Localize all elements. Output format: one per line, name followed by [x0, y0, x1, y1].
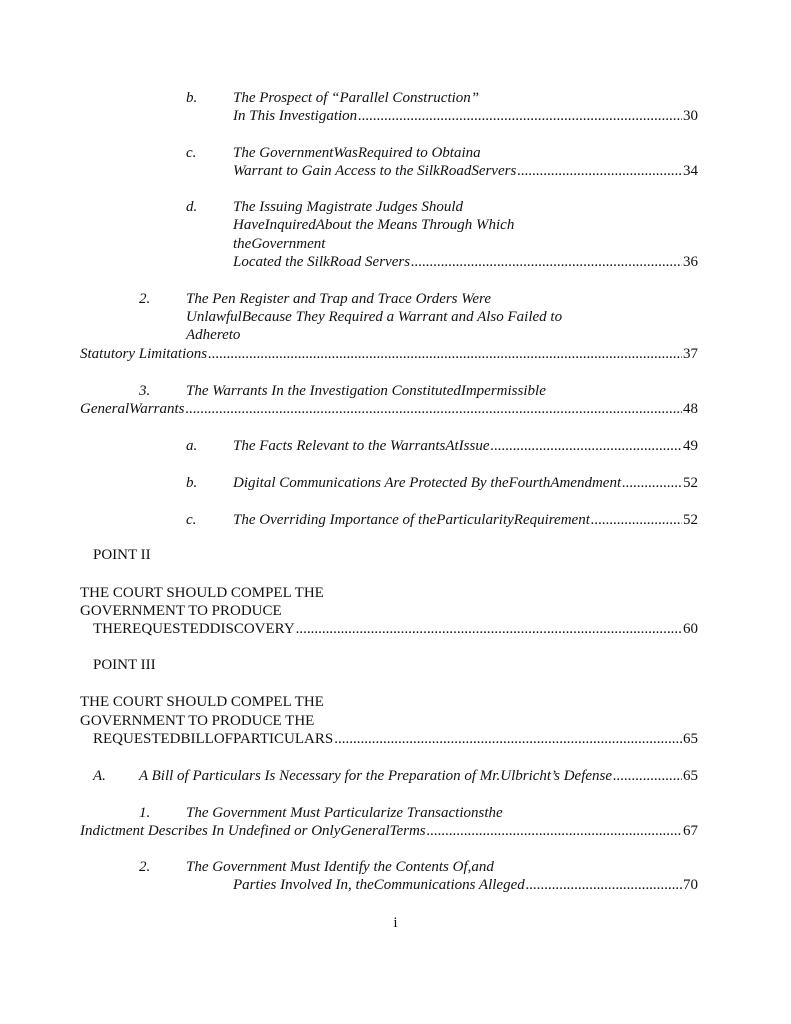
dot-leader: [613, 767, 682, 785]
toc-entry-title: The Government Must Identify the Contents Of,and: [186, 859, 494, 875]
toc-label: c.: [186, 145, 197, 161]
dot-leader: [427, 822, 682, 840]
dot-leader: [334, 730, 682, 748]
page-number: 52: [683, 512, 698, 528]
toc-entry-title: The Prospect of “Parallel Construction”: [233, 90, 480, 106]
toc-label: A.: [93, 768, 106, 784]
point-title: GOVERNMENT TO PRODUCE: [80, 603, 282, 619]
toc-label: 3.: [139, 383, 151, 399]
page-number: 30: [683, 108, 698, 124]
toc-entry-title: Located the SilkRoad Servers: [233, 254, 411, 270]
dot-leader: [526, 876, 682, 894]
toc-label: 2.: [139, 859, 151, 875]
dot-leader: [622, 474, 682, 492]
toc-entry-title: Statutory Limitations: [80, 346, 208, 362]
toc-label: c.: [186, 512, 197, 528]
dot-leader: [296, 620, 682, 638]
point-heading: POINT III: [93, 657, 156, 673]
page-number: 60: [683, 621, 698, 637]
page-number: 48: [683, 401, 698, 417]
toc-entry-title: The Pen Register and Trap and Trace Orders Were: [186, 291, 491, 307]
toc-entry-row[interactable]: [233, 876, 698, 894]
toc-entry-row[interactable]: [233, 162, 698, 180]
toc-entry-row[interactable]: [233, 511, 698, 529]
toc-entry-title: A Bill of Particulars Is Necessary for the Preparation of Mr.Ulbricht’s Defense: [139, 768, 613, 784]
dot-leader: [185, 400, 682, 418]
toc-entry-title: Adhereto: [186, 327, 241, 343]
page-number: 36: [683, 254, 698, 270]
toc-label: b.: [186, 475, 198, 491]
toc-label: a.: [186, 438, 198, 454]
toc-entry-title: Digital Communications Are Protected By theFourthAmendment: [233, 475, 622, 491]
point-title: THE COURT SHOULD COMPEL THE: [80, 585, 324, 601]
toc-entry-title: The Government Must Particularize Transactionsthe: [186, 805, 503, 821]
toc-entry-row[interactable]: [139, 767, 698, 785]
toc-entry-row[interactable]: [80, 822, 698, 840]
toc-entry-title: In This Investigation: [233, 108, 358, 124]
footer-page-number: i: [393, 915, 398, 931]
toc-entry-title: The Warrants In the Investigation ConstitutedImpermissible: [186, 383, 546, 399]
toc-entry-title: Parties Involved In, theCommunications Alleged: [233, 877, 525, 893]
toc-label: b.: [186, 90, 198, 106]
toc-entry-title: The Facts Relevant to the WarrantsAtIssue: [233, 438, 490, 454]
dot-leader: [358, 107, 682, 125]
toc-entry-title: GeneralWarrants: [80, 401, 185, 417]
page-number: 37: [683, 346, 698, 362]
toc-entry-title: Warrant to Gain Access to the SilkRoadServers: [233, 163, 517, 179]
page-number: 70: [683, 877, 698, 893]
toc-entry-row[interactable]: [233, 107, 698, 125]
toc-label: 1.: [139, 805, 151, 821]
toc-entry-title: The Overriding Importance of theParticularityRequirement: [233, 512, 590, 528]
toc-entry-row[interactable]: [80, 400, 698, 418]
page-number: 65: [683, 768, 698, 784]
page-number: 67: [683, 823, 698, 839]
toc-label: 2.: [139, 291, 151, 307]
dot-leader: [591, 511, 682, 529]
toc-entry-title: The Issuing Magistrate Judges Should: [233, 199, 463, 215]
toc-entry-title: theGovernment: [233, 236, 326, 252]
page-number: 49: [683, 438, 698, 454]
page-number: 34: [683, 163, 698, 179]
toc-entry-row[interactable]: [93, 730, 698, 748]
point-title: GOVERNMENT TO PRODUCE THE: [80, 713, 315, 729]
toc-entry-title: Indictment Describes In Undefined or OnlyGeneralTerms: [80, 823, 426, 839]
dot-leader: [491, 437, 683, 455]
toc-entry-title: The GovernmentWasRequired to Obtaina: [233, 145, 481, 161]
toc-entry-row[interactable]: [233, 474, 698, 492]
page-number: 65: [683, 731, 698, 747]
toc-entry-title: UnlawfulBecause They Required a Warrant and Also Failed to: [186, 309, 563, 325]
dot-leader: [517, 162, 682, 180]
page-number: 52: [683, 475, 698, 491]
toc-entry-row[interactable]: [233, 253, 698, 271]
dot-leader: [411, 253, 682, 271]
toc-label: d.: [186, 199, 198, 215]
point-title: THE COURT SHOULD COMPEL THE: [80, 694, 324, 710]
toc-entry-row[interactable]: [93, 620, 698, 638]
toc-entry-row[interactable]: [80, 345, 698, 363]
toc-entry-title: HaveInquiredAbout the Means Through Which: [233, 217, 515, 233]
dot-leader: [208, 345, 682, 363]
point-title: THEREQUESTEDDISCOVERY: [93, 621, 295, 637]
point-title: REQUESTEDBILLOFPARTICULARS: [93, 731, 334, 747]
point-heading: POINT II: [93, 547, 151, 563]
toc-entry-row[interactable]: [233, 437, 698, 455]
